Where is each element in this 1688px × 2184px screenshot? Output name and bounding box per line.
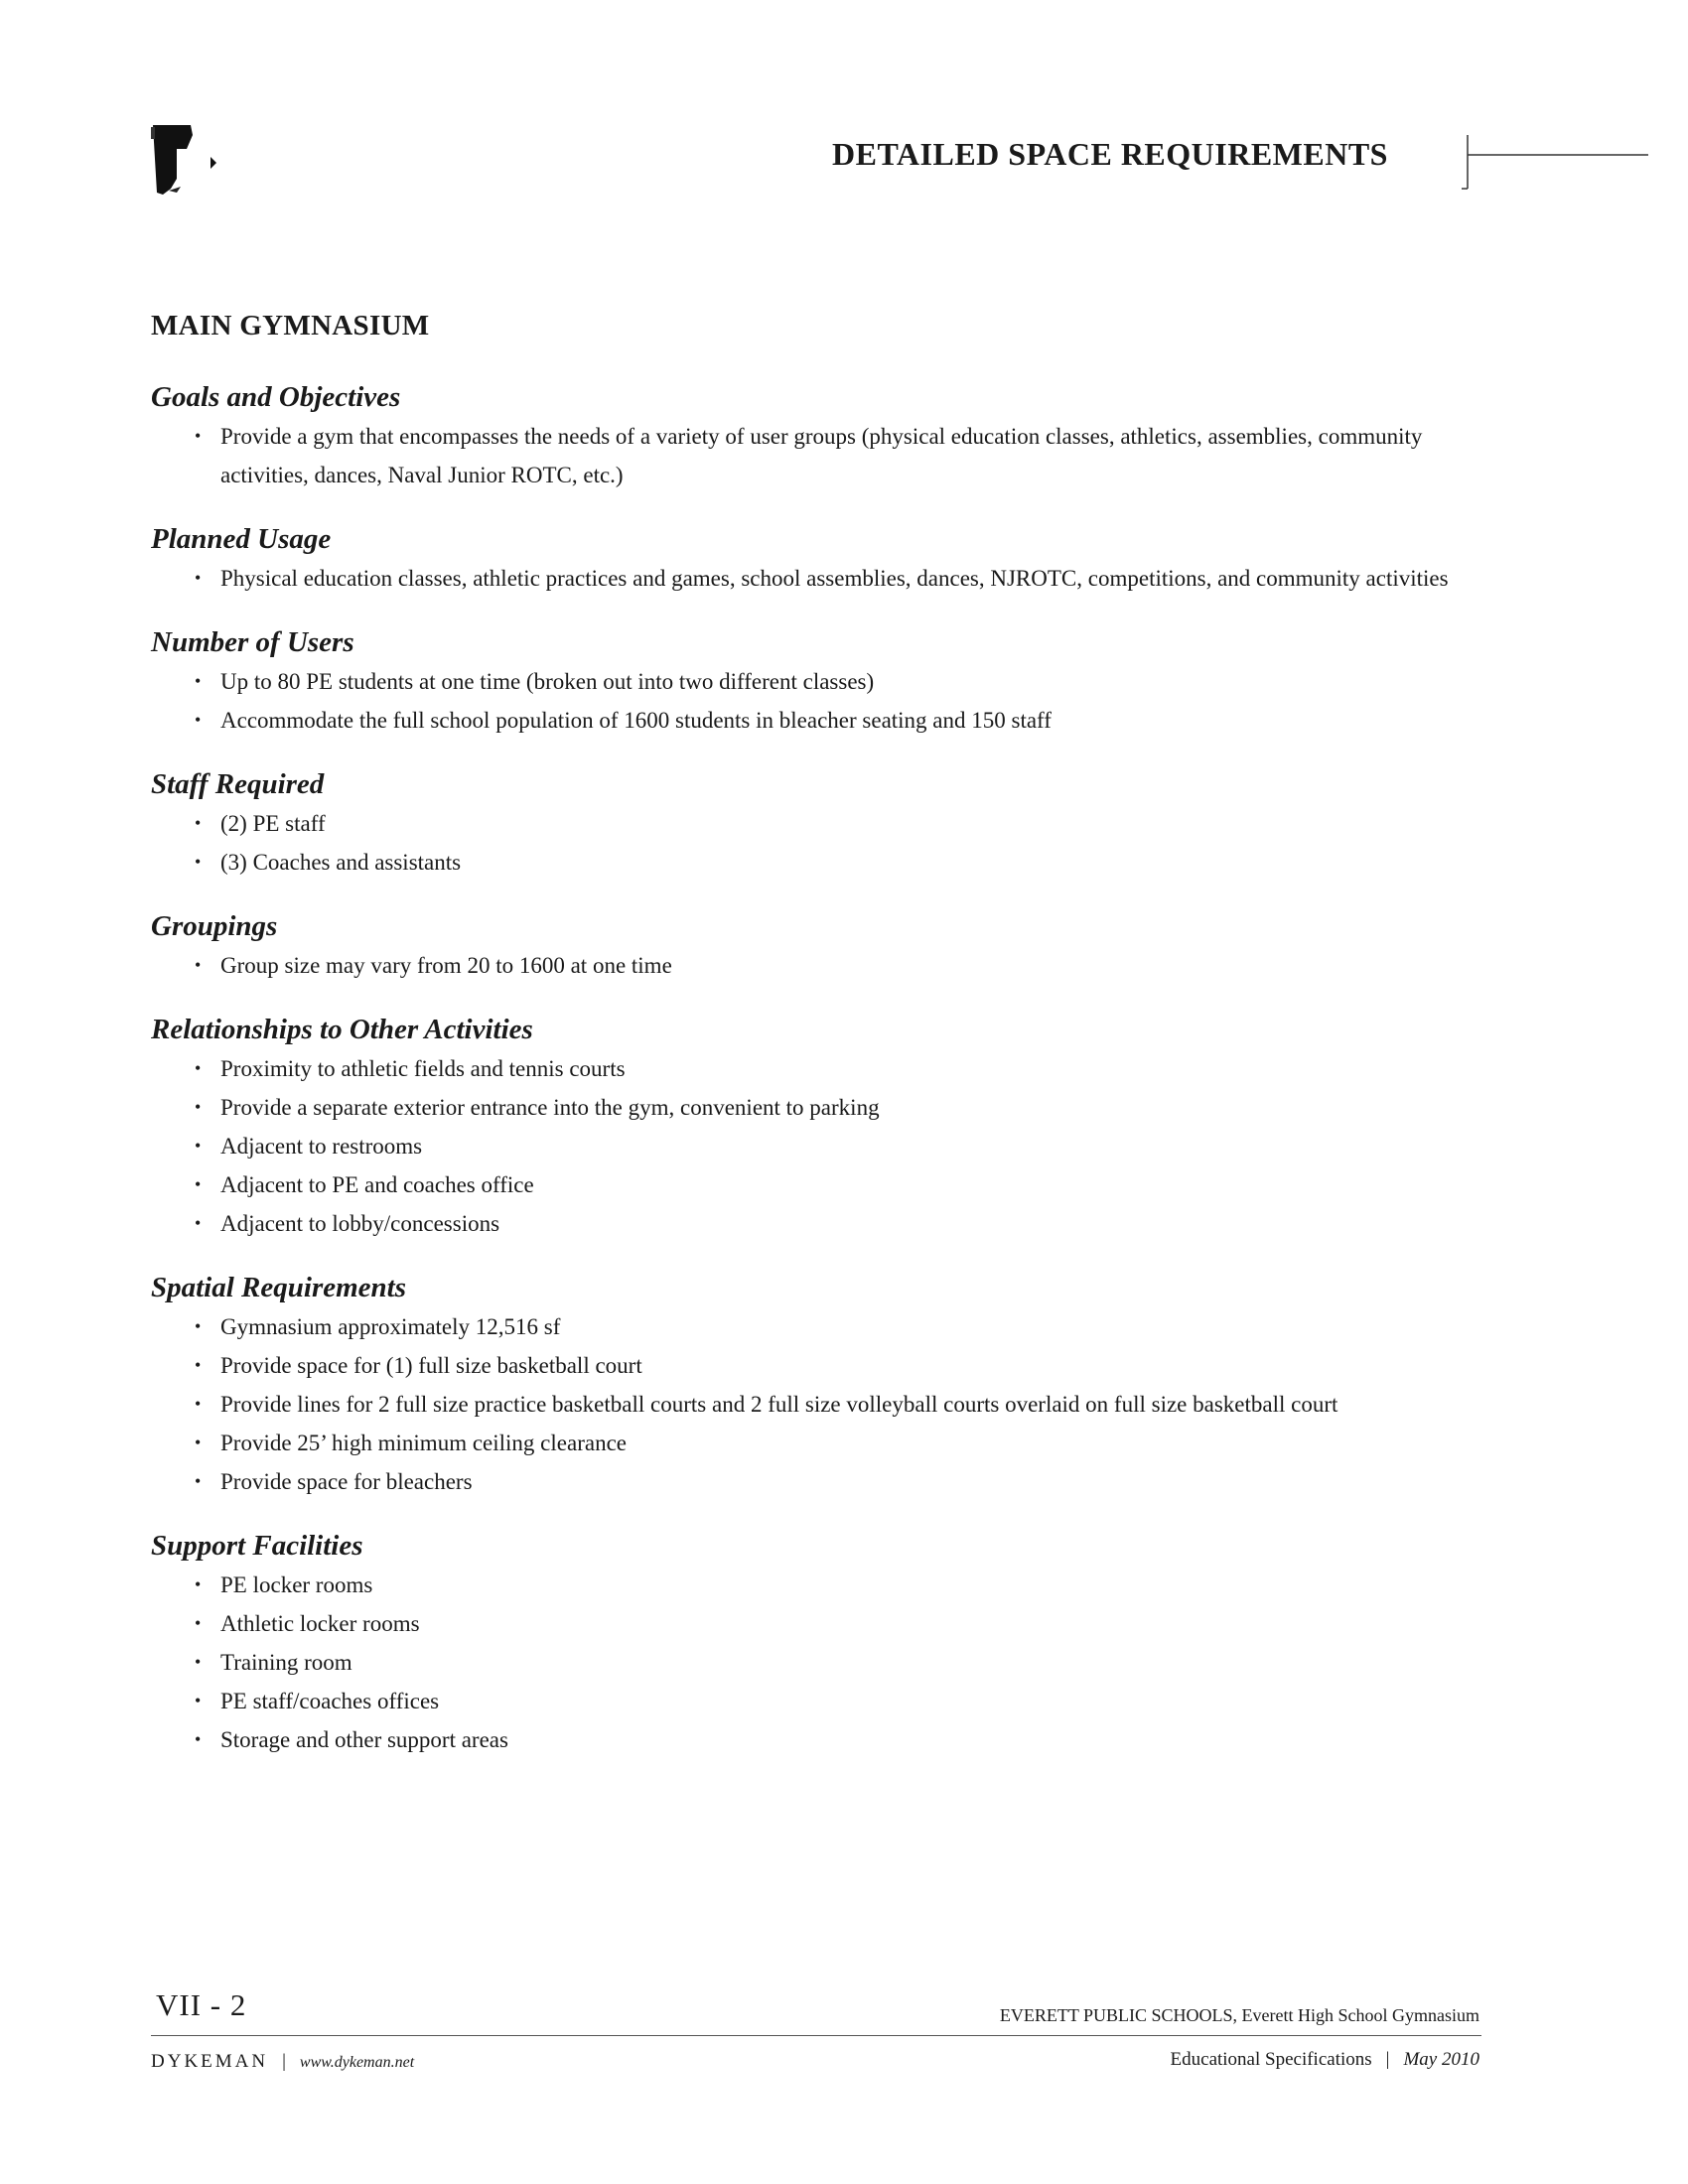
footer-date: May 2010 (1403, 2049, 1479, 2070)
bullet-item: • Up to 80 PE students at one time (broken out into two different classes) (151, 662, 1481, 701)
subsection-heading: Groupings (151, 910, 278, 942)
bullet-list (151, 946, 1481, 985)
subsection-heading: Spatial Requirements (151, 1272, 407, 1303)
subsection-heading: Number of Users (151, 626, 354, 658)
logo-icon (147, 121, 218, 201)
bullet-item: • PE staff/coaches offices (151, 1682, 1481, 1720)
footer-divider (151, 2035, 1481, 2036)
bullet-item: • Provide 25’ high minimum ceiling clearance (151, 1424, 1481, 1462)
bullet-item: • Physical education classes, athletic practices and games, school assemblies, dances, NJROTC, competitions, and community activities (151, 559, 1481, 598)
page-number: VII - 2 (156, 1987, 247, 2022)
bullet-item: • Gymnasium approximately 12,516 sf (151, 1307, 1481, 1346)
subsection-heading: Planned Usage (151, 523, 332, 555)
bullet-list (151, 1049, 1481, 1243)
bullet-item: • Adjacent to restrooms (151, 1127, 1481, 1165)
footer-website-link[interactable]: www.dykeman.net (299, 2054, 415, 2071)
bullet-list (151, 417, 1481, 494)
subsection-support-facilities (151, 1526, 1481, 1759)
bullet-item: • Proximity to athletic fields and tennis courts (151, 1049, 1481, 1088)
subsection-planned-usage (151, 519, 1481, 598)
bullet-item: • (3) Coaches and assistants (151, 843, 1481, 882)
bullet-item: • Adjacent to PE and coaches office (151, 1165, 1481, 1204)
bullet-item: • Provide space for bleachers (151, 1462, 1481, 1501)
bullet-list (151, 1307, 1481, 1501)
bullet-list (151, 1566, 1481, 1759)
footer-separator: | (282, 2051, 286, 2072)
subsection-heading: Relationships to Other Activities (151, 1014, 533, 1045)
bullet-item: • Provide a gym that encompasses the needs of a variety of user groups (physical education classes, athletics, assemblies, community activities, dances, Naval Junior ROTC, etc.) (151, 417, 1481, 494)
document-body (151, 377, 1481, 1784)
bullet-item: • (2) PE staff (151, 804, 1481, 843)
subsection-number-of-users (151, 622, 1481, 740)
footer-separator: | (1385, 2049, 1390, 2070)
subsection-staff-required (151, 764, 1481, 882)
bullet-item: • Provide a separate exterior entrance into the gym, convenient to parking (151, 1088, 1481, 1127)
bullet-item: • PE locker rooms (151, 1566, 1481, 1604)
bullet-item: • Provide space for (1) full size basketball court (151, 1346, 1481, 1385)
bullet-item: • Adjacent to lobby/concessions (151, 1204, 1481, 1243)
footer-spec-label: Educational Specifications (1170, 2049, 1372, 2070)
bullet-item: • Training room (151, 1643, 1481, 1682)
header-rule (1460, 129, 1648, 195)
footer-right (1171, 2049, 1479, 2071)
bullet-list (151, 804, 1481, 882)
bullet-item: • Storage and other support areas (151, 1720, 1481, 1759)
subsection-heading: Support Facilities (151, 1530, 363, 1562)
page-header-title: DETAILED SPACE REQUIREMENTS (832, 136, 1388, 172)
section-title: MAIN GYMNASIUM (151, 310, 430, 341)
subsection-relationships (151, 1010, 1481, 1243)
bullet-list (151, 559, 1481, 598)
bullet-item: • Accommodate the full school population of 1600 students in bleacher seating and 150 staff (151, 701, 1481, 740)
subsection-goals (151, 377, 1481, 494)
footer-left (151, 2051, 414, 2073)
subsection-spatial-requirements (151, 1268, 1481, 1501)
subsection-heading: Goals and Objectives (151, 381, 401, 413)
subsection-groupings (151, 906, 1481, 985)
footer-brand: DYKEMAN (151, 2051, 269, 2072)
bullet-list (151, 662, 1481, 740)
bullet-item: • Provide lines for 2 full size practice basketball courts and 2 full size volleyball courts overlaid on full size basketball court (151, 1385, 1481, 1424)
bullet-item: • Athletic locker rooms (151, 1604, 1481, 1643)
footer-school-name: EVERETT PUBLIC SCHOOLS, Everett High School Gymnasium (999, 2005, 1479, 2025)
subsection-heading: Staff Required (151, 768, 325, 800)
bullet-item: • Group size may vary from 20 to 1600 at one time (151, 946, 1481, 985)
